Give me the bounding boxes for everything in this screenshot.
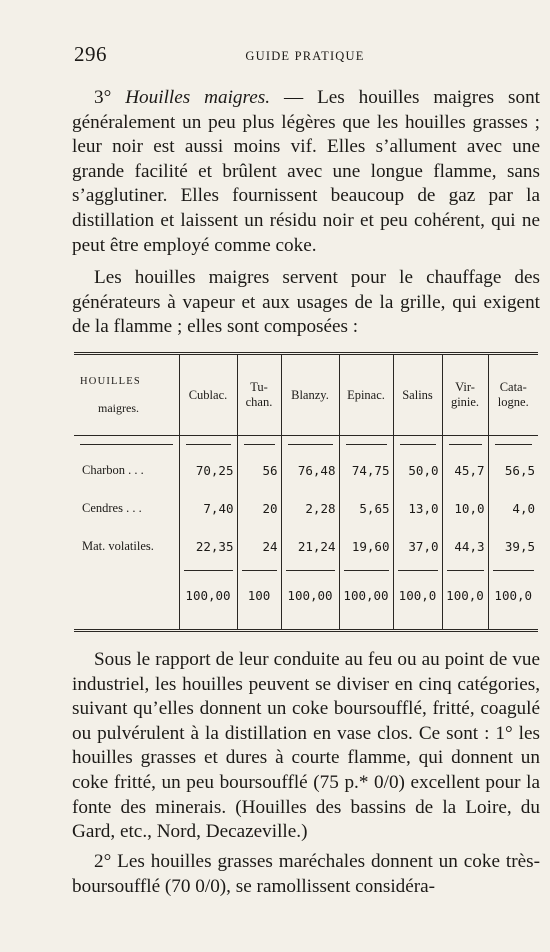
column-header: Epinac. [339, 355, 393, 436]
table-cell: 24 [237, 527, 281, 565]
table-cell: 44,3 [442, 527, 488, 565]
corner-header-bottom: maigres. [98, 401, 139, 415]
page-number: 296 [74, 42, 107, 66]
composition-table [74, 352, 538, 632]
table-cell: 4,0 [488, 490, 538, 528]
table-cell: 56 [237, 452, 281, 490]
table-cell: 19,60 [339, 527, 393, 565]
total-separator-row [74, 565, 538, 576]
total-cell: 100 [237, 576, 281, 615]
total-cell: 100,0 [393, 576, 442, 615]
table-cell: 13,0 [393, 490, 442, 528]
table-cell: 5,65 [339, 490, 393, 528]
column-header: Vir- ginie. [442, 355, 488, 436]
column-header: Cublac. [179, 355, 237, 436]
row-label: Mat. volatiles. [82, 538, 154, 553]
paragraph-categories [72, 648, 540, 845]
paragraph-body: — Les houilles maigres sont généralement un peu plus légères que les houilles grasses ; leur noir est aussi moins vif. Elles s’allument avec une grande facilité et brûlent avec une longue flamme, sans s’agglutiner. Elles fournissent beaucoup de gaz par la distillation et laissent un résidu noir et peu cohérent, qui ne peut être employé comme coke. [72, 87, 540, 256]
composition-table-grid [74, 355, 538, 629]
table-cell: 56,5 [488, 452, 538, 490]
table-row [74, 527, 538, 565]
column-header: Tu- chan. [237, 355, 281, 436]
table-cell: 70,25 [179, 452, 237, 490]
total-cell: 100,00 [281, 576, 339, 615]
header-gap-row [74, 436, 538, 453]
table-tail-row [74, 615, 538, 629]
section-heading: Houilles maigres. [125, 87, 271, 108]
table-cell: 20 [237, 490, 281, 528]
table-row [74, 490, 538, 528]
column-header: Cata- logne. [488, 355, 538, 436]
paragraph-marechales [72, 850, 540, 899]
paragraph-body: Les houilles maigres servent pour le chauffage des générateurs à vapeur et aux usages de la grille, qui exigent de la flamme ; elles sont composées : [72, 267, 540, 338]
table-corner-header [74, 355, 179, 436]
table-cell: 21,24 [281, 527, 339, 565]
total-cell: 100,00 [179, 576, 237, 615]
paragraph-usage [72, 266, 540, 340]
table-cell: 10,0 [442, 490, 488, 528]
total-cell: 100,0 [442, 576, 488, 615]
paragraph-body: Sous le rapport de leur conduite au feu ou au point de vue industriel, les houilles peuvent se diviser en cinq catégories, suivant qu’elles donnent un coke boursoufflé, fritté, coagulé ou pulvérulent à la distillation en vase clos. Ce sont : 1° les houilles grasses et dures à courte flamme, qui donnent un coke fritté, un peu boursoufflé (75 p.* 0/0) excellent pour la fonte des minerais. (Houilles des bassins de la Loire, du Gard, etc., Nord, Decazeville.) [72, 649, 540, 843]
table-cell: 50,0 [393, 452, 442, 490]
table-total-row [74, 576, 538, 615]
table-cell: 2,28 [281, 490, 339, 528]
paragraph-houilles-maigres [72, 86, 540, 258]
table-cell: 45,7 [442, 452, 488, 490]
table-cell: 37,0 [393, 527, 442, 565]
paragraph-body: 2° Les houilles grasses maréchales donnent un coke très-boursoufflé (70 0/0), se ramollissent considéra- [72, 851, 540, 897]
row-label: Cendres . . . [82, 501, 142, 516]
total-cell: 100,0 [488, 576, 538, 615]
column-header: Blanzy. [281, 355, 339, 436]
paragraph-number: 3° [94, 87, 126, 108]
table-cell: 76,48 [281, 452, 339, 490]
table-cell: 74,75 [339, 452, 393, 490]
table-cell: 39,5 [488, 527, 538, 565]
table-cell: 22,35 [179, 527, 237, 565]
running-head: GUIDE PRATIQUE [245, 49, 365, 63]
table-cell: 7,40 [179, 490, 237, 528]
page-header [72, 42, 538, 70]
table-header-row [74, 355, 538, 436]
table-row [74, 452, 538, 490]
total-label-cell [74, 576, 179, 615]
corner-header-top: HOUILLES [80, 376, 141, 387]
row-label: Charbon . . . [82, 463, 144, 478]
column-header: Salins [393, 355, 442, 436]
total-cell: 100,00 [339, 576, 393, 615]
